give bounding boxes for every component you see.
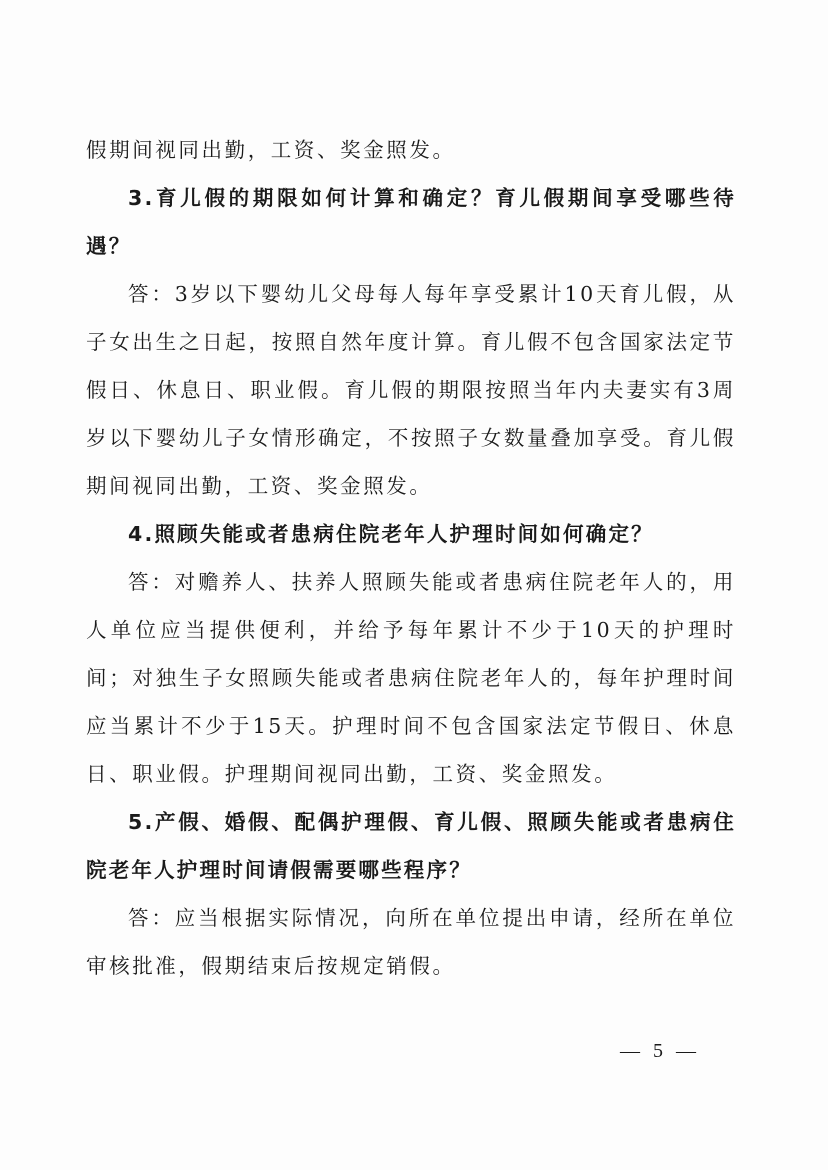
page-number: — 5 —	[620, 1040, 700, 1062]
paragraph-continuation: 假期间视同出勤，工资、奖金照发。	[86, 138, 456, 162]
document-body	[86, 126, 736, 990]
answer-5-paragraph: 答：应当根据实际情况，向所在单位提出申请，经所在单位审核批准，假期结束后按规定销假。	[86, 906, 736, 978]
question-5-heading: 5.产假、婚假、配偶护理假、育儿假、照顾失能或者患病住院老年人护理时间请假需要哪些程序？	[86, 810, 736, 882]
question-3-heading: 3.育儿假的期限如何计算和确定？育儿假期间享受哪些待遇？	[86, 186, 736, 258]
question-4-heading: 4.照顾失能或者患病住院老年人护理时间如何确定？	[128, 522, 654, 546]
answer-3-paragraph: 答：3岁以下婴幼儿父母每人每年享受累计10天育儿假，从子女出生之日起，按照自然年度计算。育儿假不包含国家法定节假日、休息日、职业假。育儿假的期限按照当年内夫妻实有3周岁以下婴幼儿子女情形确定，不按照子女数量叠加享受。育儿假期间视同出勤，工资、奖金照发。	[86, 282, 736, 498]
answer-4-paragraph: 答：对赡养人、扶养人照顾失能或者患病住院老年人的，用人单位应当提供便利，并给予每年累计不少于10天的护理时间；对独生子女照顾失能或者患病住院老年人的，每年护理时间应当累计不少于15天。护理时间不包含国家法定节假日、休息日、职业假。护理期间视同出勤，工资、奖金照发。	[86, 570, 736, 786]
